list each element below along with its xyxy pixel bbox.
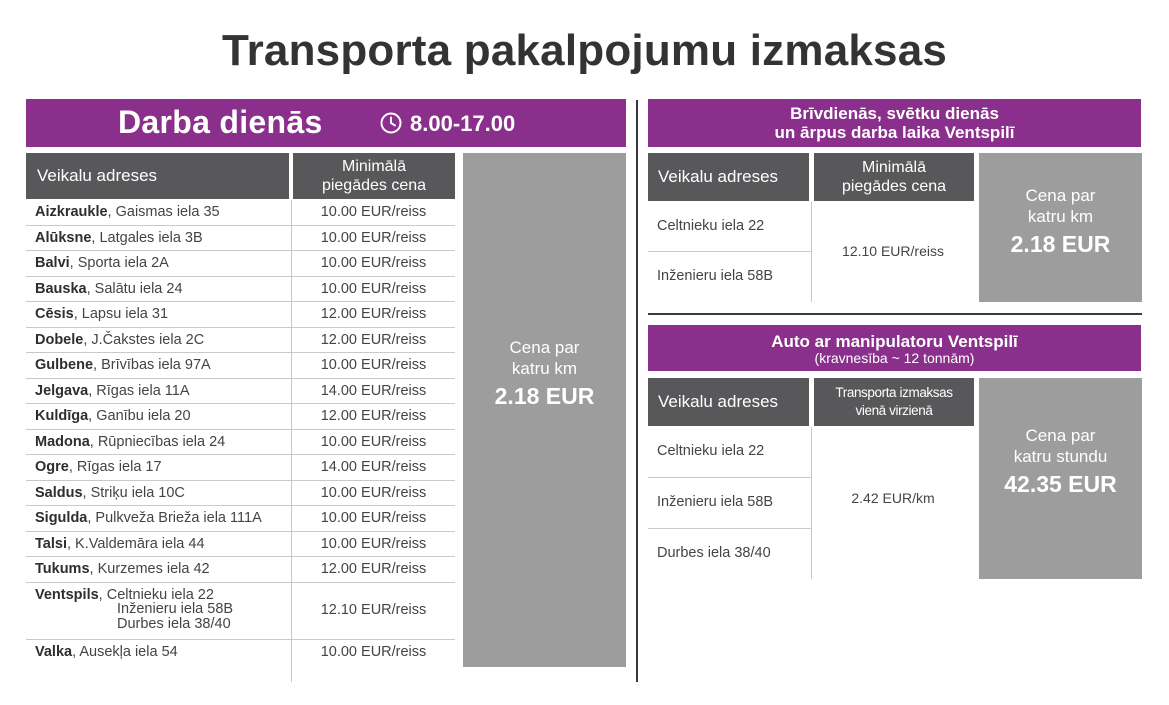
clock-icon (380, 112, 402, 134)
label-line: katru km (1027, 207, 1094, 226)
table-row (26, 302, 455, 328)
city: Aizkraukle (35, 204, 108, 220)
list-item: Celtnieku iela 22 (648, 202, 811, 252)
workdays-address-table (26, 200, 455, 665)
header-min-line1: Minimālā (341, 158, 406, 175)
city: Tukums (35, 561, 90, 577)
street: , Striķu iela 10C (82, 484, 185, 501)
manipulator-cost: 2.42 EUR/km (851, 490, 935, 506)
page-title: Transporta pakalpojumu izmaksas (221, 26, 948, 75)
table-row (26, 200, 455, 226)
address (35, 357, 211, 373)
address (35, 459, 162, 475)
holidays-header-address: Veikalu adreses (648, 153, 809, 201)
hour-price-value: 42.35 EUR (1004, 471, 1117, 497)
min-price: 10.00 EUR/reiss (320, 204, 427, 220)
min-price: 12.10 EUR/reiss (320, 601, 427, 618)
min-price: 10.00 EUR/reiss (320, 535, 427, 552)
street: , Salātu iela 24 (86, 280, 183, 297)
min-price: 12.00 EUR/reiss (320, 561, 427, 577)
city: Saldus (35, 484, 83, 501)
street: Durbes iela 38/40 (117, 615, 231, 632)
list-item: Inženieru iela 58B (657, 268, 774, 284)
address (35, 510, 262, 526)
address (35, 536, 205, 552)
city: Cēsis (35, 306, 74, 322)
city: Bauska (35, 280, 87, 297)
holidays-address-list (648, 202, 811, 302)
city: Jelgava (35, 382, 89, 399)
min-price: 10.00 EUR/reiss (320, 510, 427, 526)
address (35, 408, 191, 424)
street: , Sporta iela 2A (69, 255, 169, 271)
min-price: 10.00 EUR/reiss (320, 255, 427, 271)
table-row (26, 455, 455, 481)
street: , Kurzemes iela 42 (89, 561, 210, 577)
street: , Rūpniecības iela 24 (89, 433, 226, 450)
holidays-banner (648, 99, 1141, 147)
manipulator-banner (648, 325, 1141, 371)
street: , Ganību iela 20 (88, 408, 191, 424)
hour-price-label (979, 425, 1142, 467)
min-price: 12.00 EUR/reiss (320, 331, 427, 348)
manipulator-subtitle: (kravnesība ~ 12 tonnām) (814, 350, 975, 366)
label-line: katru stundu (1013, 447, 1108, 466)
header-min-line1: Minimālā (861, 159, 926, 176)
table-row (26, 328, 455, 354)
street: Inženieru iela 58B (117, 600, 234, 617)
street: , Celtnieku iela 22 (98, 586, 214, 603)
address (35, 332, 204, 348)
table-row (26, 379, 455, 405)
header-min-line2: piegādes cena (321, 177, 427, 194)
address (35, 485, 185, 501)
city: Talsi (35, 535, 67, 552)
city: Kuldīga (35, 408, 89, 424)
table-row (26, 353, 455, 379)
list-item: Celtnieku iela 22 (648, 427, 811, 478)
header-cost-line2: vienā virzienā (855, 403, 933, 418)
manipulator-header-cost (814, 378, 974, 426)
label-line: Cena par (509, 338, 580, 357)
holidays-header-min-price (814, 153, 974, 201)
manipulator-hour-price-block (979, 378, 1142, 579)
street: , J.Čakstes iela 2C (83, 331, 205, 348)
workdays-title: Darba dienās (118, 104, 323, 140)
table-row (26, 532, 455, 558)
table-row (26, 430, 455, 456)
min-price: 10.00 EUR/reiss (320, 280, 427, 297)
address (35, 561, 210, 577)
city: Ventspils (35, 586, 99, 603)
street: , Lapsu iela 31 (73, 306, 169, 322)
holidays-title-line2: un ārpus darba laika Ventspilī (774, 123, 1015, 142)
address (35, 230, 203, 246)
panel-divider-horizontal (648, 313, 1142, 315)
min-price: 10.00 EUR/reiss (320, 484, 427, 501)
label-line: Cena par (1025, 426, 1096, 445)
street: , K.Valdemāra iela 44 (66, 535, 205, 552)
workdays-header-min-price (293, 153, 455, 199)
table-row-ventspils (26, 583, 455, 640)
street: , Brīvības iela 97A (93, 357, 211, 373)
min-price: 14.00 EUR/reiss (320, 382, 427, 399)
km-price-label (979, 185, 1142, 227)
min-price: 14.00 EUR/reiss (320, 459, 427, 475)
city: Gulbene (35, 357, 94, 373)
street: , Latgales iela 3B (91, 229, 203, 246)
panel-divider-vertical (636, 100, 638, 682)
holidays-km-price-block (979, 153, 1142, 302)
table-row (26, 404, 455, 430)
city: Dobele (35, 331, 84, 348)
extra-addresses (117, 602, 233, 632)
table-row (26, 251, 455, 277)
table-row (26, 226, 455, 252)
list-item: Durbes iela 38/40 (657, 545, 771, 561)
workdays-banner (26, 99, 626, 147)
header-cost-line1: Transporta izmaksas (835, 385, 953, 400)
city: Ogre (35, 459, 69, 475)
manipulator-title: Auto ar manipulatoru Ventspilī (771, 332, 1018, 351)
table-row (26, 557, 455, 583)
street: , Pulkveža Brieža iela 111A (87, 510, 262, 526)
header-min-line2: piegādes cena (841, 178, 947, 195)
address (35, 255, 169, 271)
city: Sigulda (35, 510, 88, 526)
km-price-value: 2.18 EUR (1010, 231, 1111, 257)
label-line: Cena par (1025, 186, 1096, 205)
address (35, 644, 178, 660)
address (35, 383, 190, 399)
min-price: 10.00 EUR/reiss (320, 433, 427, 450)
min-price: 10.00 EUR/reiss (320, 357, 427, 373)
street: , Gaismas iela 35 (107, 204, 220, 220)
min-price: 10.00 EUR/reiss (320, 229, 427, 246)
label-line: katru km (511, 359, 578, 378)
table-row (26, 506, 455, 532)
city: Balvi (35, 255, 70, 271)
holidays-min-price: 12.10 EUR/reiss (842, 243, 944, 259)
table-row (26, 640, 455, 666)
workdays-header-address: Veikalu adreses (26, 153, 289, 199)
address (35, 281, 183, 297)
manipulator-header-address: Veikalu adreses (648, 378, 809, 426)
list-item: Inženieru iela 58B (648, 478, 811, 529)
street: , Ausekļa iela 54 (72, 643, 178, 660)
min-price: 10.00 EUR/reiss (320, 643, 427, 660)
min-price: 12.00 EUR/reiss (320, 408, 427, 424)
table-row (26, 481, 455, 507)
manipulator-address-list (648, 427, 811, 580)
street: , Rīgas iela 11A (88, 382, 190, 399)
address (35, 306, 168, 322)
address (35, 204, 220, 220)
city: Madona (35, 433, 90, 450)
table-row (26, 277, 455, 303)
km-price-label (463, 337, 626, 379)
street: , Rīgas iela 17 (68, 459, 162, 475)
address (35, 434, 225, 450)
workdays-hours: 8.00-17.00 (410, 111, 516, 136)
city: Valka (35, 643, 73, 660)
city: Alūksne (35, 229, 92, 246)
workdays-km-price-block (463, 153, 626, 667)
min-price: 12.00 EUR/reiss (320, 306, 427, 322)
holidays-title-line1: Brīvdienās, svētku dienās (790, 104, 999, 123)
km-price-value: 2.18 EUR (494, 383, 595, 409)
